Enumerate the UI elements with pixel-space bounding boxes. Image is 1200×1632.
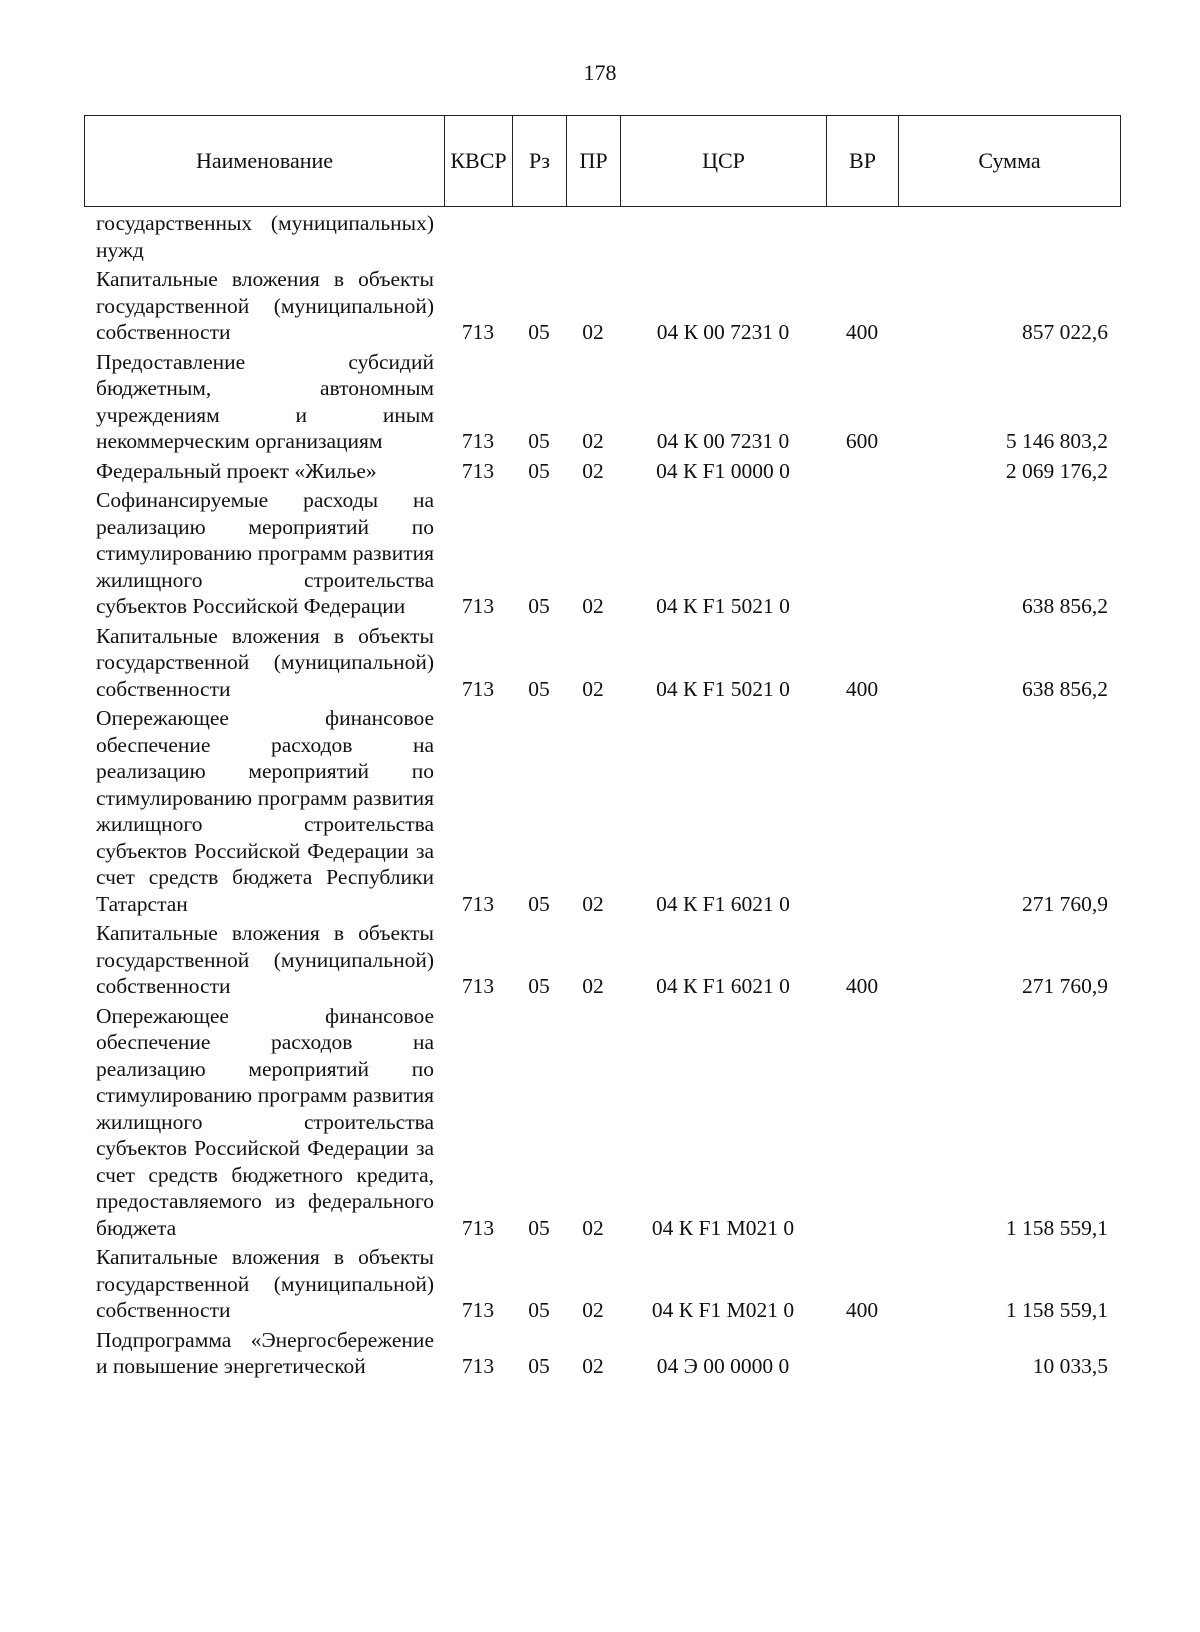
row-rz: 05 — [528, 1215, 550, 1240]
table-row — [84, 266, 1120, 349]
row-csr: 04 К 00 7231 0 — [656, 429, 790, 453]
table-row — [84, 1327, 1120, 1383]
header-kvsr: КВСР — [445, 116, 513, 207]
table-row — [84, 458, 1120, 488]
row-name — [84, 458, 444, 488]
row-pr: 02 — [582, 676, 604, 701]
row-kvsr: 713 — [461, 891, 495, 916]
row-csr: 04 К F1 6021 0 — [656, 974, 790, 998]
row-csr: 04 К 00 7231 0 — [656, 320, 790, 344]
table-row — [84, 705, 1120, 920]
row-pr: 02 — [582, 974, 604, 998]
row-pr: 02 — [582, 1354, 604, 1378]
row-rz: 05 — [528, 891, 550, 916]
table-row — [84, 487, 1120, 623]
row-sum: 638 856,2 — [1022, 594, 1108, 618]
header-vr: ВР — [827, 116, 899, 207]
row-name — [84, 210, 444, 266]
row-vr — [826, 458, 898, 488]
row-kvsr: 713 — [461, 1354, 495, 1378]
row-name-text: Капитальные вложения в объекты государственной (муниципальной) собственности — [96, 267, 434, 344]
table-row — [84, 210, 1120, 266]
row-name-text: Капитальные вложения в объекты государственной (муниципальной) собственности — [96, 1245, 434, 1322]
row-name — [84, 705, 444, 920]
row-vr: 400 — [845, 1298, 879, 1322]
table-row — [84, 349, 1120, 458]
row-csr: 04 К F1 5021 0 — [656, 676, 790, 701]
row-vr: 400 — [845, 676, 879, 701]
row-rz: 05 — [528, 594, 550, 618]
row-sum: 271 760,9 — [1022, 891, 1108, 916]
row-vr: 400 — [845, 320, 879, 344]
row-csr: 04 К F1 5021 0 — [656, 594, 790, 618]
row-name — [84, 1003, 444, 1245]
header-csr: ЦСР — [621, 116, 827, 207]
row-pr: 02 — [582, 320, 604, 344]
row-name — [84, 487, 444, 623]
row-name-text: Федеральный проект «Жилье» — [96, 458, 377, 483]
row-name — [84, 349, 444, 458]
row-name-text: Опережающее финансовое обеспечение расходов на реализацию мероприятий по стимулированию программ развития жилищного строительства субъектов Российской Федерации за счет средств бюджета Республики Татарстан — [96, 706, 434, 916]
row-rz — [512, 210, 566, 266]
row-sum: 857 022,6 — [1022, 320, 1108, 344]
row-vr: 600 — [845, 429, 879, 453]
row-name-text: Капитальные вложения в объекты государственной (муниципальной) собственности — [96, 623, 434, 701]
row-csr: 04 К F1 М021 0 — [651, 1298, 795, 1322]
row-rz: 05 — [528, 676, 550, 701]
row-kvsr: 713 — [461, 1215, 495, 1240]
row-pr: 02 — [582, 429, 604, 453]
header-sum: Сумма — [899, 116, 1121, 207]
header-pr: ПР — [567, 116, 621, 207]
row-rz: 05 — [528, 320, 550, 344]
row-sum: 1 158 559,1 — [1005, 1215, 1108, 1240]
row-name — [84, 623, 444, 706]
header-name: Наименование — [85, 116, 445, 207]
row-pr: 02 — [582, 594, 604, 618]
row-csr: 04 К F1 М021 0 — [651, 1215, 795, 1240]
row-name-text: Капитальные вложения в объекты государственной (муниципальной) собственности — [96, 921, 434, 998]
row-sum — [898, 210, 1120, 266]
row-sum: 271 760,9 — [1022, 974, 1108, 998]
row-kvsr: 713 — [461, 1298, 495, 1322]
row-sum: 638 856,2 — [1022, 676, 1108, 701]
row-pr: 02 — [582, 1298, 604, 1322]
row-csr — [620, 210, 826, 266]
budget-table — [84, 210, 1120, 1383]
row-sum: 10 033,5 — [1032, 1354, 1108, 1378]
row-kvsr: 713 — [461, 974, 495, 998]
row-kvsr — [444, 210, 512, 266]
row-vr — [826, 487, 898, 623]
header-rz: Рз — [513, 116, 567, 207]
page-number: 178 — [583, 60, 617, 85]
row-pr: 02 — [582, 891, 604, 916]
row-rz: 05 — [528, 1354, 550, 1378]
row-csr: 04 Э 00 0000 0 — [656, 1354, 790, 1378]
row-kvsr: 713 — [461, 458, 495, 483]
row-vr — [826, 1327, 898, 1383]
table-row — [84, 920, 1120, 1003]
row-rz: 05 — [528, 458, 550, 483]
table-row — [84, 1003, 1120, 1245]
row-vr — [826, 210, 898, 266]
row-sum: 2 069 176,2 — [1005, 458, 1108, 483]
row-csr: 04 К F1 6021 0 — [656, 891, 790, 916]
table-row — [84, 623, 1120, 706]
row-name-text: государственных (муниципальных) нужд — [96, 211, 434, 262]
table-row — [84, 1244, 1120, 1327]
row-name — [84, 1327, 444, 1383]
row-rz: 05 — [528, 974, 550, 998]
row-csr: 04 К F1 0000 0 — [656, 458, 790, 483]
row-name-text: Предоставление субсидий бюджетным, автономным учреждениям и иным некоммерческим организациям — [96, 349, 434, 453]
row-sum: 1 158 559,1 — [1005, 1298, 1108, 1322]
row-name-text: Софинансируемые расходы на реализацию мероприятий по стимулированию программ развития жилищного строительства субъектов Российской Федерации — [96, 488, 434, 618]
row-pr — [566, 210, 620, 266]
row-vr — [826, 1003, 898, 1245]
row-name — [84, 1244, 444, 1327]
row-vr: 400 — [845, 974, 879, 998]
row-vr — [826, 705, 898, 920]
row-kvsr: 713 — [461, 429, 495, 453]
row-name-text: Опережающее финансовое обеспечение расходов на реализацию мероприятий по стимулированию программ развития жилищного строительства субъектов Российской Федерации за счет средств бюджетного кредита, предоставляемого из федерального бюджета — [96, 1003, 434, 1240]
row-pr: 02 — [582, 458, 604, 483]
table-header — [84, 115, 1121, 207]
row-name-text: Подпрограмма «Энергосбережение и повышение энергетической — [96, 1327, 434, 1378]
row-kvsr: 713 — [461, 320, 495, 344]
row-kvsr: 713 — [461, 594, 495, 618]
row-kvsr: 713 — [461, 676, 495, 701]
row-sum: 5 146 803,2 — [1005, 429, 1108, 453]
row-name — [84, 266, 444, 349]
row-pr: 02 — [582, 1215, 604, 1240]
row-rz: 05 — [528, 1298, 550, 1322]
row-name — [84, 920, 444, 1003]
row-rz: 05 — [528, 429, 550, 453]
